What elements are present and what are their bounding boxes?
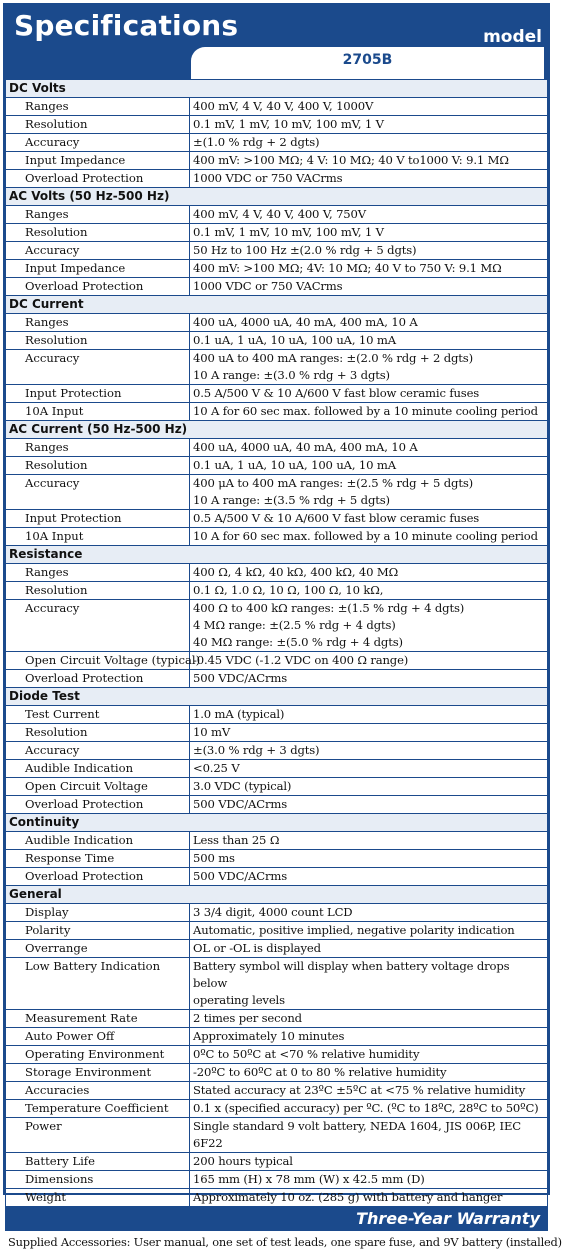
spec-label: Input Protection xyxy=(6,510,190,528)
section-header xyxy=(6,421,548,439)
spec-value-line: 10 A range: ±(3.0 % rdg + 3 dgts) xyxy=(193,368,390,382)
spec-row xyxy=(6,670,548,688)
spec-value-line: OL or -OL is displayed xyxy=(193,941,321,955)
spec-row xyxy=(6,134,548,152)
spec-value-line: 1000 VDC or 750 VACrms xyxy=(193,279,343,293)
spec-value-line: 10 mV xyxy=(193,725,231,739)
spec-value xyxy=(190,134,548,152)
spec-value-line: 0.1 x (specified accuracy) per ºC. (ºC to 18ºC, 28ºC to 50ºC) xyxy=(193,1101,539,1115)
spec-value xyxy=(190,206,548,224)
spec-label: Accuracy xyxy=(6,350,190,385)
spec-label: Resolution xyxy=(6,457,190,475)
spec-row xyxy=(6,904,548,922)
spec-label: Accuracy xyxy=(6,134,190,152)
spec-value xyxy=(190,724,548,742)
spec-label: Battery Life xyxy=(6,1153,190,1171)
spec-row xyxy=(6,760,548,778)
spec-value-line: operating levels xyxy=(193,993,285,1007)
spec-value-line: 0.5 A/500 V & 10 A/600 V fast blow ceramic fuses xyxy=(193,386,480,400)
spec-label: Resolution xyxy=(6,582,190,600)
spec-value-line: 10 A for 60 sec max. followed by a 10 minute cooling period xyxy=(193,404,538,418)
section-title: Resistance xyxy=(6,546,548,564)
model-value: 2705B xyxy=(342,52,393,68)
spec-value-line: Approximately 10 minutes xyxy=(193,1029,345,1043)
spec-row xyxy=(6,260,548,278)
spec-label: Overrange xyxy=(6,940,190,958)
spec-value xyxy=(190,1064,548,1082)
spec-value-line: 400 uA to 400 mA ranges: ±(2.0 % rdg + 2 dgts) xyxy=(193,351,473,365)
spec-value xyxy=(190,904,548,922)
spec-row xyxy=(6,98,548,116)
spec-label: Overload Protection xyxy=(6,278,190,296)
spec-row xyxy=(6,1028,548,1046)
spec-row xyxy=(6,475,548,510)
spec-value xyxy=(190,224,548,242)
section-title: General xyxy=(6,886,548,904)
warranty-text: Three-Year Warranty xyxy=(356,1209,540,1228)
spec-value xyxy=(190,350,548,385)
spec-label: Accuracy xyxy=(6,475,190,510)
spec-value xyxy=(190,116,548,134)
spec-value-line: 500 VDC/ACrms xyxy=(193,797,288,811)
spec-value-line: 3.0 VDC (typical) xyxy=(193,779,292,793)
spec-row xyxy=(6,1010,548,1028)
section-header xyxy=(6,886,548,904)
spec-table xyxy=(5,79,548,1207)
section-header xyxy=(6,188,548,206)
section-title: DC Volts xyxy=(6,80,548,98)
spec-row xyxy=(6,116,548,134)
spec-row xyxy=(6,314,548,332)
spec-value-line: 10 A range: ±(3.5 % rdg + 5 dgts) xyxy=(193,493,390,507)
spec-value xyxy=(190,475,548,510)
spec-value xyxy=(190,385,548,403)
spec-label: Resolution xyxy=(6,116,190,134)
spec-value-line: 0ºC to 50ºC at <70 % relative humidity xyxy=(193,1047,420,1061)
spec-value xyxy=(190,922,548,940)
spec-row xyxy=(6,850,548,868)
spec-label: Accuracy xyxy=(6,242,190,260)
spec-label: Open Circuit Voltage (typical) xyxy=(6,652,190,670)
spec-value-line: -0.45 VDC (-1.2 VDC on 400 Ω range) xyxy=(193,653,409,667)
spec-row xyxy=(6,170,548,188)
spec-label: Audible Indication xyxy=(6,760,190,778)
spec-label: Measurement Rate xyxy=(6,1010,190,1028)
section-title: DC Current xyxy=(6,296,548,314)
spec-value-line: 0.1 uA, 1 uA, 10 uA, 100 uA, 10 mA xyxy=(193,333,396,347)
spec-value-line: Less than 25 Ω xyxy=(193,833,280,847)
spec-label: Dimensions xyxy=(6,1171,190,1189)
spec-label: Ranges xyxy=(6,564,190,582)
spec-value-line: Battery symbol will display when battery voltage drops below xyxy=(193,959,510,990)
spec-value xyxy=(190,868,548,886)
spec-row xyxy=(6,1189,548,1207)
spec-value-line: 0.1 mV, 1 mV, 10 mV, 100 mV, 1 V xyxy=(193,225,384,239)
spec-row xyxy=(6,652,548,670)
spec-value-line: 2 times per second xyxy=(193,1011,302,1025)
spec-label: Response Time xyxy=(6,850,190,868)
spec-value-line: 4 MΩ range: ±(2.5 % rdg + 4 dgts) xyxy=(193,618,396,632)
spec-row xyxy=(6,242,548,260)
spec-row xyxy=(6,224,548,242)
section-header xyxy=(6,688,548,706)
spec-value xyxy=(190,1100,548,1118)
spec-value xyxy=(190,850,548,868)
spec-label: Ranges xyxy=(6,98,190,116)
spec-value-line: ±(1.0 % rdg + 2 dgts) xyxy=(193,135,320,149)
spec-value-line: Automatic, positive implied, negative polarity indication xyxy=(193,923,515,937)
spec-value xyxy=(190,742,548,760)
spec-label: Open Circuit Voltage xyxy=(6,778,190,796)
spec-value-line: -20ºC to 60ºC at 0 to 80 % relative humidity xyxy=(193,1065,447,1079)
spec-value-line: 400 mV, 4 V, 40 V, 400 V, 1000V xyxy=(193,99,374,113)
spec-label: 10A Input xyxy=(6,403,190,421)
spec-row xyxy=(6,1046,548,1064)
spec-row xyxy=(6,582,548,600)
spec-value-line: 10 A for 60 sec max. followed by a 10 minute cooling period xyxy=(193,529,538,543)
spec-value xyxy=(190,314,548,332)
spec-value xyxy=(190,706,548,724)
spec-value xyxy=(190,332,548,350)
spec-row xyxy=(6,510,548,528)
spec-value xyxy=(190,778,548,796)
page-title: Specifications xyxy=(14,9,239,42)
spec-label: Ranges xyxy=(6,439,190,457)
spec-value xyxy=(190,98,548,116)
spec-label: Input Impedance xyxy=(6,152,190,170)
spec-value xyxy=(190,170,548,188)
spec-value xyxy=(190,564,548,582)
spec-row xyxy=(6,940,548,958)
spec-label: Polarity xyxy=(6,922,190,940)
spec-value xyxy=(190,510,548,528)
model-box xyxy=(191,47,544,79)
spec-label: Storage Environment xyxy=(6,1064,190,1082)
spec-label: Ranges xyxy=(6,206,190,224)
spec-row xyxy=(6,600,548,652)
spec-row xyxy=(6,1082,548,1100)
section-header xyxy=(6,546,548,564)
spec-row xyxy=(6,152,548,170)
supplied-accessories: Supplied Accessories: User manual, one set of test leads, one spare fuse, and 9V battery (installed) xyxy=(8,1235,562,1249)
section-header xyxy=(6,80,548,98)
spec-value-line: 400 uA, 4000 uA, 40 mA, 400 mA, 10 A xyxy=(193,315,418,329)
spec-value xyxy=(190,670,548,688)
section-title: AC Volts (50 Hz-500 Hz) xyxy=(6,188,548,206)
spec-label: Overload Protection xyxy=(6,170,190,188)
spec-row xyxy=(6,922,548,940)
spec-value-line: 400 mV: >100 MΩ; 4V: 10 MΩ; 40 V to 750 V: 9.1 MΩ xyxy=(193,261,502,275)
spec-label: Operating Environment xyxy=(6,1046,190,1064)
section-title: AC Current (50 Hz-500 Hz) xyxy=(6,421,548,439)
spec-label: Temperature Coefficient xyxy=(6,1100,190,1118)
spec-value-line: 1000 VDC or 750 VACrms xyxy=(193,171,343,185)
spec-value xyxy=(190,600,548,652)
spec-value-line: 3 3/4 digit, 4000 count LCD xyxy=(193,905,353,919)
spec-label: Test Current xyxy=(6,706,190,724)
spec-value xyxy=(190,796,548,814)
spec-label: Overload Protection xyxy=(6,796,190,814)
spec-row xyxy=(6,1064,548,1082)
spec-label: Overload Protection xyxy=(6,670,190,688)
spec-label: Accuracies xyxy=(6,1082,190,1100)
spec-row xyxy=(6,457,548,475)
spec-row xyxy=(6,958,548,1010)
spec-value-line: 0.5 A/500 V & 10 A/600 V fast blow ceramic fuses xyxy=(193,511,480,525)
spec-label: Resolution xyxy=(6,724,190,742)
spec-value xyxy=(190,439,548,457)
section-header xyxy=(6,296,548,314)
spec-value xyxy=(190,652,548,670)
spec-label: 10A Input xyxy=(6,528,190,546)
spec-row xyxy=(6,564,548,582)
spec-row xyxy=(6,1171,548,1189)
section-header xyxy=(6,814,548,832)
spec-value xyxy=(190,1010,548,1028)
spec-row xyxy=(6,832,548,850)
spec-label: Auto Power Off xyxy=(6,1028,190,1046)
spec-value xyxy=(190,760,548,778)
spec-value-line: ±(3.0 % rdg + 3 dgts) xyxy=(193,743,320,757)
spec-table-body xyxy=(6,80,548,1207)
spec-row xyxy=(6,1100,548,1118)
spec-value-line: 500 VDC/ACrms xyxy=(193,671,288,685)
spec-value-line: 400 μA to 400 mA ranges: ±(2.5 % rdg + 5 dgts) xyxy=(193,476,474,490)
spec-value-line: 400 mV: >100 MΩ; 4 V: 10 MΩ; 40 V to1000 V: 9.1 MΩ xyxy=(193,153,509,167)
section-title: Continuity xyxy=(6,814,548,832)
spec-value-line: 165 mm (H) x 78 mm (W) x 42.5 mm (D) xyxy=(193,1172,425,1186)
spec-value-line: 50 Hz to 100 Hz ±(2.0 % rdg + 5 dgts) xyxy=(193,243,417,257)
spec-value xyxy=(190,958,548,1010)
spec-row xyxy=(6,796,548,814)
spec-value-line: 400 Ω to 400 kΩ ranges: ±(1.5 % rdg + 4 dgts) xyxy=(193,601,465,615)
spec-value xyxy=(190,1153,548,1171)
spec-value xyxy=(190,940,548,958)
spec-value-line: Approximately 10 oz. (285 g) with battery and hanger xyxy=(193,1190,503,1204)
spec-value xyxy=(190,1189,548,1207)
spec-value xyxy=(190,582,548,600)
spec-value-line: Single standard 9 volt battery, NEDA 1604, JIS 006P, IEC 6F22 xyxy=(193,1119,521,1150)
spec-row xyxy=(6,385,548,403)
spec-value xyxy=(190,1028,548,1046)
spec-value-line: 400 uA, 4000 uA, 40 mA, 400 mA, 10 A xyxy=(193,440,418,454)
spec-value xyxy=(190,278,548,296)
spec-value-line: 0.1 Ω, 1.0 Ω, 10 Ω, 100 Ω, 10 kΩ, xyxy=(193,583,384,597)
spec-label: Low Battery Indication xyxy=(6,958,190,1010)
spec-value xyxy=(190,528,548,546)
spec-value-line: 0.1 uA, 1 uA, 10 uA, 100 uA, 10 mA xyxy=(193,458,396,472)
spec-value xyxy=(190,832,548,850)
spec-row xyxy=(6,439,548,457)
spec-value-line: 400 mV, 4 V, 40 V, 400 V, 750V xyxy=(193,207,366,221)
spec-row xyxy=(6,350,548,385)
spec-label: Input Protection xyxy=(6,385,190,403)
spec-row xyxy=(6,706,548,724)
spec-value xyxy=(190,1118,548,1153)
spec-value-line: <0.25 V xyxy=(193,761,240,775)
spec-label: Resolution xyxy=(6,224,190,242)
spec-label: Weight xyxy=(6,1189,190,1207)
spec-label: Resolution xyxy=(6,332,190,350)
spec-value-line: 40 MΩ range: ±(5.0 % rdg + 4 dgts) xyxy=(193,635,403,649)
spec-row xyxy=(6,528,548,546)
spec-value xyxy=(190,260,548,278)
spec-row xyxy=(6,278,548,296)
spec-value-line: Stated accuracy at 23ºC ±5ºC at <75 % relative humidity xyxy=(193,1083,526,1097)
spec-label: Audible Indication xyxy=(6,832,190,850)
spec-row xyxy=(6,868,548,886)
spec-value xyxy=(190,403,548,421)
spec-label: Accuracy xyxy=(6,600,190,652)
spec-row xyxy=(6,403,548,421)
spec-label: Accuracy xyxy=(6,742,190,760)
spec-row xyxy=(6,778,548,796)
spec-value xyxy=(190,457,548,475)
spec-row xyxy=(6,332,548,350)
spec-value-line: 500 ms xyxy=(193,851,235,865)
spec-value xyxy=(190,152,548,170)
header-bar xyxy=(5,5,548,79)
spec-value-line: 400 Ω, 4 kΩ, 40 kΩ, 400 kΩ, 40 MΩ xyxy=(193,565,399,579)
warranty-bar xyxy=(5,1207,548,1231)
spec-label: Input Impedance xyxy=(6,260,190,278)
spec-value xyxy=(190,1171,548,1189)
spec-value-line: 200 hours typical xyxy=(193,1154,293,1168)
model-label: model xyxy=(483,27,542,47)
spec-value-line: 500 VDC/ACrms xyxy=(193,869,288,883)
spec-value-line: 1.0 mA (typical) xyxy=(193,707,285,721)
spec-row xyxy=(6,724,548,742)
spec-row xyxy=(6,742,548,760)
spec-label: Overload Protection xyxy=(6,868,190,886)
spec-label: Display xyxy=(6,904,190,922)
spec-sheet xyxy=(3,3,562,1249)
spec-row xyxy=(6,206,548,224)
spec-label: Ranges xyxy=(6,314,190,332)
spec-row xyxy=(6,1153,548,1171)
spec-value xyxy=(190,1046,548,1064)
spec-value-line: 0.1 mV, 1 mV, 10 mV, 100 mV, 1 V xyxy=(193,117,384,131)
spec-value xyxy=(190,242,548,260)
section-title: Diode Test xyxy=(6,688,548,706)
spec-value xyxy=(190,1082,548,1100)
spec-label: Power xyxy=(6,1118,190,1153)
spec-row xyxy=(6,1118,548,1153)
